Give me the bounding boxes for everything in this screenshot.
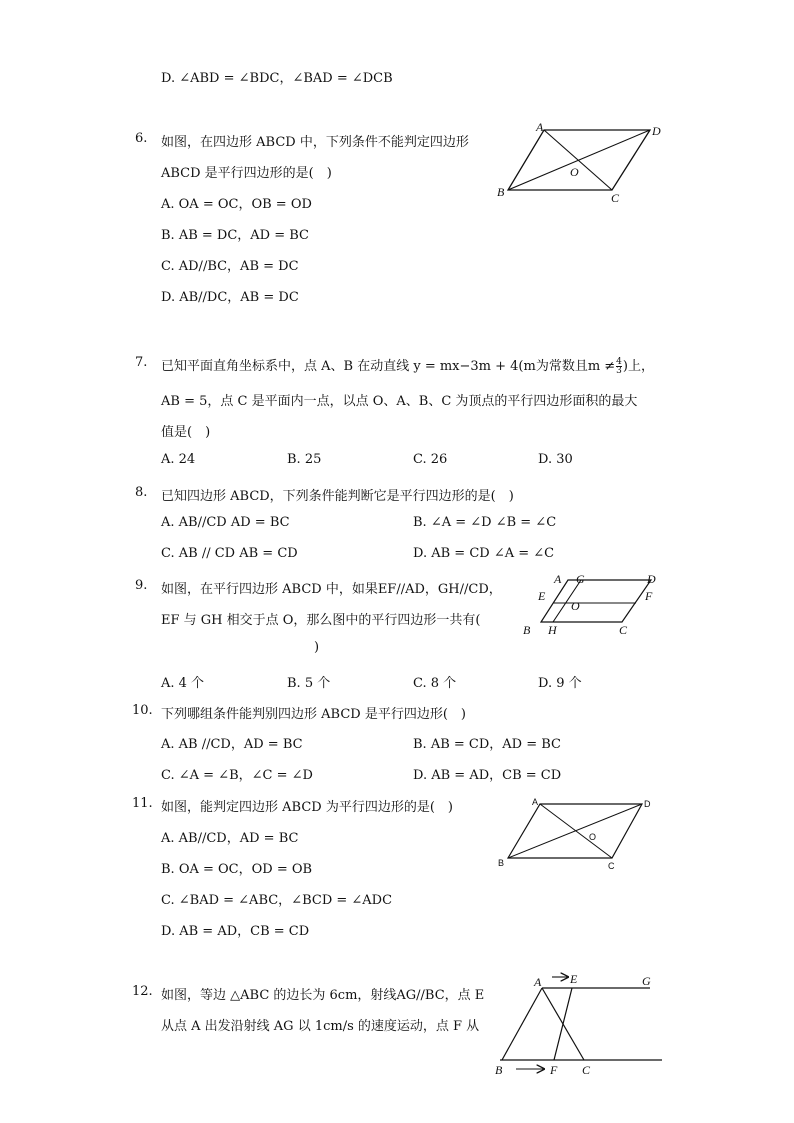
q8-option-d[interactable]: D. AB = CD ∠A = ∠C — [413, 546, 555, 561]
q6-fig-label-a: A — [536, 120, 544, 134]
q5-option-d: D. ∠ABD = ∠BDC，∠BAD = ∠DCB — [161, 71, 393, 86]
q6-option-a[interactable]: A. OA = OC，OB = OD — [161, 197, 312, 212]
q6-fig-label-o: O — [570, 165, 579, 179]
q6-stem-line2: ABCD 是平行四边形的是( ) — [161, 166, 332, 181]
q7-stem-end: )上， — [622, 359, 654, 374]
q11-stem-line1: 如图，能判定四边形 ABCD 为平行四边形的是( ) — [161, 800, 453, 815]
q9-fig-label-f: F — [645, 589, 653, 603]
q11-fig-label-b: B — [498, 858, 505, 868]
q10-option-b[interactable]: B. AB = CD，AD = BC — [413, 737, 561, 752]
q11-option-a[interactable]: A. AB//CD，AD = BC — [161, 831, 299, 846]
q12-fig-label-b: B — [495, 1063, 503, 1077]
q9-fig-label-a: A — [554, 572, 562, 586]
q7-stem-text: 已知平面直角坐标系中，点 A、B 在动直线 y = mx−3m + 4(m为常数且m ≠ — [161, 359, 616, 374]
q11-option-d[interactable]: D. AB = AD，CB = CD — [161, 924, 310, 939]
q8-number: 8. — [135, 485, 148, 500]
q11-figure-parallelogram — [490, 790, 665, 875]
q9-figure-parallelogram-grid — [515, 568, 665, 640]
q10-number: 10. — [132, 703, 153, 718]
q10-option-d[interactable]: D. AB = AD，CB = CD — [413, 768, 562, 783]
q6-figure-parallelogram — [490, 118, 675, 208]
q10-stem-line1: 下列哪组条件能判别四边形 ABCD 是平行四边形( ) — [161, 707, 466, 722]
q11-fig-label-o: O — [589, 832, 597, 842]
q9-option-b[interactable]: B. 5 个 — [287, 676, 331, 691]
q11-fig-label-c: C — [608, 861, 615, 871]
q9-stem-line2: EF 与 GH 相交于点 O，那么图中的平行四边形一共有( — [161, 613, 481, 628]
q6-fig-label-c: C — [611, 191, 620, 205]
q12-stem-line2: 从点 A 出发沿射线 AG 以 1cm/s 的速度运动，点 F 从 — [161, 1019, 480, 1034]
q8-option-c[interactable]: C. AB // CD AB = CD — [161, 546, 298, 561]
q12-figure-triangle-rays — [490, 968, 670, 1083]
q11-option-b[interactable]: B. OA = OC，OD = OB — [161, 862, 313, 877]
q9-option-a[interactable]: A. 4 个 — [161, 676, 205, 691]
q7-stem-line1 — [161, 355, 654, 375]
q12-number: 12. — [132, 984, 153, 999]
q7-option-b[interactable]: B. 25 — [287, 452, 322, 467]
q6-option-c[interactable]: C. AD//BC，AB = DC — [161, 259, 299, 274]
q7-fraction — [616, 358, 622, 375]
q12-fig-label-g: G — [642, 974, 651, 988]
q6-stem-line1: 如图，在四边形 ABCD 中，下列条件不能判定四边形 — [161, 135, 469, 150]
q12-stem-line1: 如图，等边 △ABC 的边长为 6cm，射线AG//BC，点 E — [161, 988, 485, 1003]
q7-option-d[interactable]: D. 30 — [538, 452, 573, 467]
q12-fig-label-e: E — [570, 972, 578, 986]
q9-fig-label-d: D — [647, 572, 656, 586]
q10-option-a[interactable]: A. AB //CD，AD = BC — [161, 737, 303, 752]
q12-fig-label-c: C — [582, 1063, 591, 1077]
q11-number: 11. — [132, 796, 153, 811]
q12-fig-label-a: A — [534, 975, 542, 989]
q9-fig-label-g: G — [576, 572, 585, 586]
q7-stem-line2: AB = 5，点 C 是平面内一点，以点 O、A、B、C 为顶点的平行四边形面积的最大 — [161, 394, 638, 409]
q11-fig-label-d: D — [644, 799, 651, 809]
q7-option-a[interactable]: A. 24 — [161, 452, 196, 467]
q6-number: 6. — [135, 131, 148, 146]
q8-stem-line1: 已知四边形 ABCD，下列条件能判断它是平行四边形的是( ) — [161, 489, 514, 504]
q6-fig-label-b: B — [497, 185, 505, 199]
q9-fig-label-b: B — [523, 623, 531, 637]
q9-stem-line3: ) — [314, 640, 320, 655]
q11-fig-label-a: A — [532, 797, 539, 807]
q7-fraction-numerator: 4 — [616, 357, 622, 367]
q7-option-c[interactable]: C. 26 — [413, 452, 448, 467]
q9-fig-label-o: O — [571, 599, 580, 613]
q7-number: 7. — [135, 355, 148, 370]
q11-option-c[interactable]: C. ∠BAD = ∠ABC，∠BCD = ∠ADC — [161, 893, 393, 908]
q7-fraction-denominator: 3 — [616, 366, 622, 376]
q6-option-b[interactable]: B. AB = DC，AD = BC — [161, 228, 309, 243]
q9-fig-label-c: C — [619, 623, 628, 637]
q9-option-d[interactable]: D. 9 个 — [538, 676, 582, 691]
q9-fig-label-h: H — [548, 623, 557, 637]
q8-option-b[interactable]: B. ∠A = ∠D ∠B = ∠C — [413, 515, 557, 530]
q9-number: 9. — [135, 578, 148, 593]
q6-option-d[interactable]: D. AB//DC，AB = DC — [161, 290, 299, 305]
q12-fig-label-f: F — [550, 1063, 558, 1077]
q9-fig-label-e: E — [538, 589, 546, 603]
q9-stem-line1: 如图，在平行四边形 ABCD 中，如果EF//AD，GH//CD， — [161, 582, 502, 597]
q10-option-c[interactable]: C. ∠A = ∠B，∠C = ∠D — [161, 768, 313, 783]
q7-stem-line3: 值是( ) — [161, 425, 211, 440]
q6-fig-label-d: D — [652, 124, 661, 138]
q8-option-a[interactable]: A. AB//CD AD = BC — [161, 515, 290, 530]
q9-option-c[interactable]: C. 8 个 — [413, 676, 457, 691]
